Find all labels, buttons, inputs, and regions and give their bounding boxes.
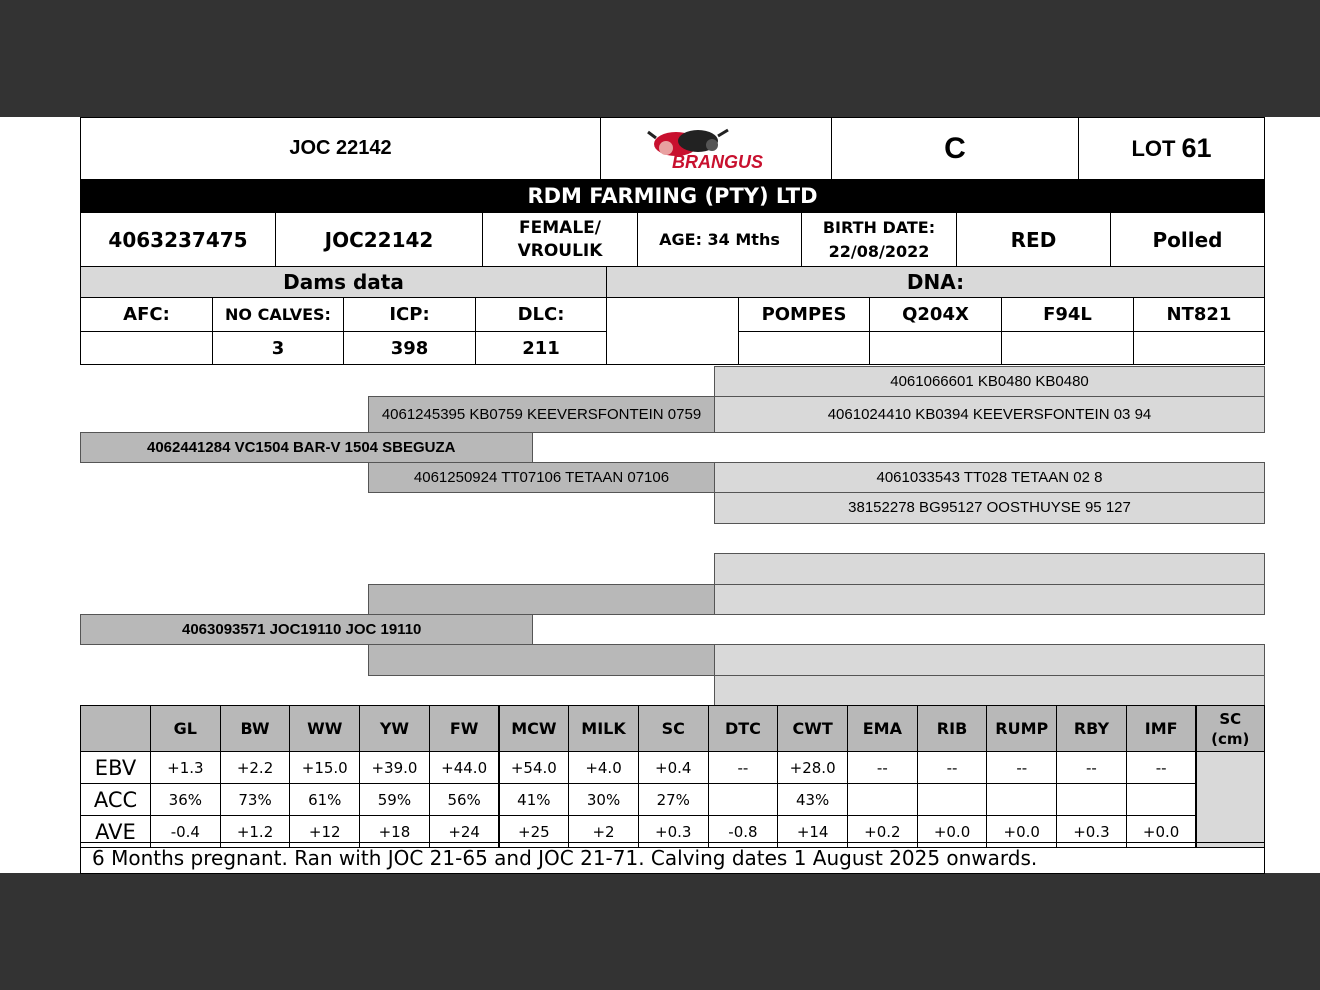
ebv-cell-ave-cwt: +14 xyxy=(777,815,848,848)
herd-id: JOC22142 xyxy=(275,212,483,267)
ebv-row-label-acc: ACC xyxy=(80,783,151,816)
colour: RED xyxy=(956,212,1111,267)
ebv-cell-ebv-rby: -- xyxy=(1056,751,1127,784)
lot-number xyxy=(1078,117,1265,180)
ebv-cell-ebv-rib: -- xyxy=(917,751,988,784)
ebv-cell-ave-ww: +12 xyxy=(289,815,360,848)
dna-value-q204x xyxy=(869,331,1002,365)
ebv-cell-acc-sc: 27% xyxy=(638,783,709,816)
ebv-header-rump: RUMP xyxy=(986,705,1057,752)
ebv-cell-ave-mcw: +25 xyxy=(499,815,570,848)
ebv-header-milk: MILK xyxy=(568,705,639,752)
ebv-cell-ebv-bw: +2.2 xyxy=(220,751,291,784)
ebv-cell-acc-rump xyxy=(986,783,1057,816)
ebv-cell-ebv-dtc: -- xyxy=(708,751,779,784)
pedigree-dam-sire-sire xyxy=(714,553,1265,585)
dna-header-f94l: F94L xyxy=(1001,297,1134,332)
ebv-cell-ebv-fw: +44.0 xyxy=(429,751,500,784)
pedigree-sire: 4062441284 VC1504 BAR-V 1504 SBEGUZA xyxy=(80,432,533,463)
ebv-header-dtc: DTC xyxy=(708,705,779,752)
ebv-row-label-ebv: EBV xyxy=(80,751,151,784)
pedigree-dam: 4063093571 JOC19110 JOC 19110 xyxy=(80,614,533,645)
ebv-header-ww: WW xyxy=(289,705,360,752)
ebv-cell-ebv-gl: +1.3 xyxy=(150,751,221,784)
ebv-header-corner xyxy=(80,705,151,752)
dams-data-title: Dams data xyxy=(80,266,607,298)
ebv-cell-acc-milk: 30% xyxy=(568,783,639,816)
ebv-row-label-ave: AVE xyxy=(80,815,151,848)
catalogue-sheet xyxy=(0,117,1320,873)
dna-value-f94l xyxy=(1001,331,1134,365)
ebv-cell-ebv-cwt: +28.0 xyxy=(777,751,848,784)
ebv-cell-ave-rump: +0.0 xyxy=(986,815,1057,848)
ebv-cell-ave-milk: +2 xyxy=(568,815,639,848)
ebv-cell-ave-ema: +0.2 xyxy=(847,815,918,848)
dna-value-pompes xyxy=(738,331,870,365)
pedigree-sire-sire-dam: 4061024410 KB0394 KEEVERSFONTEIN 03 94 xyxy=(714,396,1265,433)
ebv-cell-ave-dtc: -0.8 xyxy=(708,815,779,848)
cattle-logo-icon xyxy=(636,124,796,174)
ebv-cell-ave-rby: +0.3 xyxy=(1056,815,1127,848)
dams-value-icp: 398 xyxy=(343,331,476,365)
ebv-header-imf: IMF xyxy=(1126,705,1197,752)
ebv-cell-acc-ww: 61% xyxy=(289,783,360,816)
ebv-header-fw: FW xyxy=(429,705,500,752)
dams-header-calves: NO CALVES: xyxy=(212,297,344,332)
ebv-cell-acc-gl: 36% xyxy=(150,783,221,816)
ebv-header-rby: RBY xyxy=(1056,705,1127,752)
dna-title: DNA: xyxy=(606,266,1265,298)
birth-date-label: BIRTH DATE: xyxy=(822,217,936,237)
ebv-cell-ebv-ema: -- xyxy=(847,751,918,784)
ebv-header-sc: SC xyxy=(638,705,709,752)
ebv-cell-ebv-mcw: +54.0 xyxy=(499,751,570,784)
ebv-cell-acc-rby xyxy=(1056,783,1127,816)
pedigree-dam-dam-dam xyxy=(714,675,1265,706)
ebv-cell-acc-yw: 59% xyxy=(359,783,430,816)
ebv-cell-ave-gl: -0.4 xyxy=(150,815,221,848)
ebv-cell-ave-sc: +0.3 xyxy=(638,815,709,848)
ebv-cell-acc-dtc xyxy=(708,783,779,816)
lot-prefix: LOT xyxy=(1131,135,1176,161)
dna-blank-cell xyxy=(606,297,739,365)
dams-header-afc: AFC: xyxy=(80,297,213,332)
ebv-cell-ave-rib: +0.0 xyxy=(917,815,988,848)
ebv-header-sc-cm xyxy=(1196,705,1266,752)
ebv-cell-ebv-milk: +4.0 xyxy=(568,751,639,784)
dams-header-icp: ICP: xyxy=(343,297,476,332)
ebv-cell-acc-cwt: 43% xyxy=(777,783,848,816)
pedigree-sire-sire-sire: 4061066601 KB0480 KB0480 xyxy=(714,366,1265,397)
ebv-header-bw: BW xyxy=(220,705,291,752)
dams-value-dlc: 211 xyxy=(475,331,607,365)
dams-value-calves: 3 xyxy=(212,331,344,365)
ebv-header-cwt: CWT xyxy=(777,705,848,752)
pedigree-dam-dam-sire xyxy=(714,644,1265,676)
dna-header-nt821: NT821 xyxy=(1133,297,1265,332)
ebv-cell-ebv-rump: -- xyxy=(986,751,1057,784)
breeder-banner: RDM FARMING (PTY) LTD xyxy=(80,180,1265,212)
pedigree-dam-dam xyxy=(368,644,715,676)
ebv-header-gl: GL xyxy=(150,705,221,752)
ebv-cell-acc-ema xyxy=(847,783,918,816)
ebv-header-yw: YW xyxy=(359,705,430,752)
ebv-cell-ebv-imf: -- xyxy=(1126,751,1197,784)
sex-line-2: VROULIK xyxy=(517,240,603,261)
birth-date-value: 22/08/2022 xyxy=(828,241,930,261)
ebv-header-ema: EMA xyxy=(847,705,918,752)
grade-letter: C xyxy=(831,117,1079,180)
pedigree-sire-dam-dam: 38152278 BG95127 OOSTHUYSE 95 127 xyxy=(714,492,1265,524)
ebv-cell-acc-mcw: 41% xyxy=(499,783,570,816)
ebv-cell-acc-bw: 73% xyxy=(220,783,291,816)
ebv-header-rib: RIB xyxy=(917,705,988,752)
ebv-cell-ebv-yw: +39.0 xyxy=(359,751,430,784)
ebv-cell-acc-fw: 56% xyxy=(429,783,500,816)
logo-wordmark: BRANGUS xyxy=(672,151,764,172)
pedigree-sire-dam-sire: 4061033543 TT028 TETAAN 02 8 xyxy=(714,462,1265,493)
birth-date xyxy=(801,212,957,267)
dna-header-q204x: Q204X xyxy=(869,297,1002,332)
brangus-logo xyxy=(600,117,832,180)
ebv-cell-ave-yw: +18 xyxy=(359,815,430,848)
ebv-cell-ave-imf: +0.0 xyxy=(1126,815,1197,848)
age: AGE: 34 Mths xyxy=(637,212,802,267)
ebv-cell-acc-imf xyxy=(1126,783,1197,816)
ebv-header-mcw: MCW xyxy=(499,705,570,752)
horn-status: Polled xyxy=(1110,212,1265,267)
dna-value-nt821 xyxy=(1133,331,1265,365)
ebv-sc-cm-values xyxy=(1196,751,1266,848)
sex xyxy=(482,212,638,267)
sex-line-1: FEMALE/ xyxy=(519,217,601,238)
ebv-header-sc-cm-line-1: SC xyxy=(1219,709,1242,728)
registration-number: 4063237475 xyxy=(80,212,276,267)
dams-header-dlc: DLC: xyxy=(475,297,607,332)
ebv-cell-ebv-sc: +0.4 xyxy=(638,751,709,784)
pedigree-dam-sire-dam xyxy=(714,584,1265,615)
ebv-cell-ave-fw: +24 xyxy=(429,815,500,848)
ebv-cell-ave-bw: +1.2 xyxy=(220,815,291,848)
ebv-cell-acc-rib xyxy=(917,783,988,816)
pedigree-sire-dam: 4061250924 TT07106 TETAAN 07106 xyxy=(368,462,715,493)
lot-value: 61 xyxy=(1181,133,1212,163)
lot-comment: 6 Months pregnant. Ran with JOC 21-65 and JOC 21-71. Calving dates 1 August 2025 onwards. xyxy=(80,842,1265,874)
dna-header-pompes: POMPES xyxy=(738,297,870,332)
pedigree-dam-sire xyxy=(368,584,715,615)
ebv-header-sc-cm-line-2: (cm) xyxy=(1211,729,1250,748)
ebv-cell-ebv-ww: +15.0 xyxy=(289,751,360,784)
animal-id-header: JOC 22142 xyxy=(80,117,601,180)
pedigree-sire-sire: 4061245395 KB0759 KEEVERSFONTEIN 0759 xyxy=(368,396,715,433)
dams-value-afc xyxy=(80,331,213,365)
